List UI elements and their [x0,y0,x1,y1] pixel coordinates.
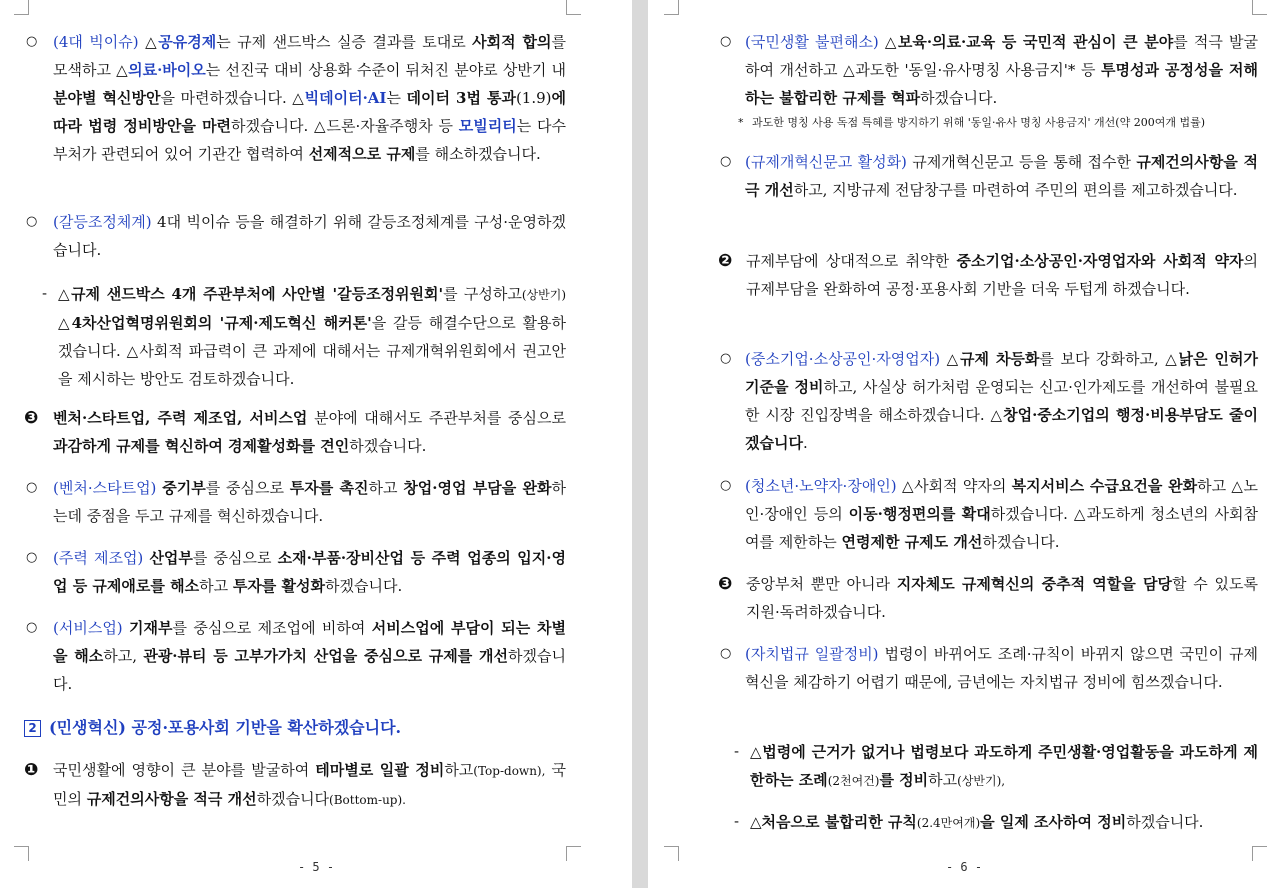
dash-bullet: - [734,814,740,830]
dash-paragraph [734,808,1258,837]
crop-mark [1252,0,1267,15]
text-run: 는 선진국 대비 상용화 수준이 뒤처진 분야로 상반기 내 [205,61,566,79]
text-run: 벤처·스타트업, 주력 제조업, 서비스업 [53,409,308,427]
numbered-paragraph [24,756,566,814]
text-run: 는 규제 샌드박스 실증 결과를 토대로 [216,33,473,51]
document-page-5 [0,0,632,888]
page-number: - 5 - [297,860,335,874]
text-run: 4차산업혁명위원회의 '규제·제도혁신 해커톤' [71,314,372,332]
paragraph-text [745,640,1258,696]
text-run: 할 수 있도록 지원·독려하겠습니다. [746,575,1258,621]
text-run: (자치법규 일괄정비) [745,645,879,663]
section-number-box: 2 [24,720,41,737]
circle-bullet: ○ [26,550,38,565]
crop-mark [566,0,581,15]
text-run: 지자체도 규제혁신의 중추적 역할을 담당 [896,575,1172,593]
text-run: 연령제한 규제도 개선 [841,533,983,551]
paragraph-text [58,280,566,393]
numbered-paragraph [718,570,1258,626]
numbered-bullet: ❸ [718,574,733,594]
text-run: 를 구성하고 [443,285,522,303]
text-run: △ [58,285,72,303]
text-run: 투명성과 공정성을 저해하는 불합리한 규제를 혁파 [745,61,1258,107]
paragraph-text [745,28,1258,112]
paragraph-text [53,614,566,698]
numbered-bullet: ❶ [24,760,39,780]
circle-bullet: ○ [26,214,38,229]
circle-bullet: ○ [26,620,38,635]
text-run: 서비스업에 부담이 되는 차별을 해소 [53,619,566,665]
text-run: 처음으로 불합리한 규칙 [761,813,917,831]
crop-mark [566,846,581,861]
text-run: 이동·행정편의를 확대 [848,505,991,523]
text-run: 를 해소하겠습니다. [415,145,541,163]
crop-mark [664,846,679,861]
text-run: (상반기) [521,288,566,302]
text-run: 공유경제 [158,33,217,51]
text-run: 선제적으로 규제 [308,145,416,163]
text-run: 낡은 인허가 기준을 정비 [745,350,1258,396]
paragraph-text [53,28,566,168]
text-run: 4대 빅이슈 등을 해결하기 위해 갈등조정체계를 구성·운영하겠습니다. [53,213,566,259]
text-run: 소재·부품·장비산업 등 주력 업종의 입지·영업 등 규제애로를 해소 [53,549,566,595]
paragraph-text [53,404,566,460]
text-run: 창업·영업 부담을 완화 [403,479,552,497]
text-run: 의 규제부담을 완화하여 공정·포용사회 기반을 더욱 두텁게 하겠습니다. [746,252,1258,298]
text-run: 를 보다 강화하고, △ [1039,350,1179,368]
text-run: (2천여건) [827,774,880,788]
paragraph-text [53,474,566,530]
circle-bullet: ○ [26,480,38,495]
text-run: (규제개혁신문고 활성화) [745,153,907,171]
crop-mark [14,846,29,861]
bullet-paragraph [26,614,566,698]
dash-paragraph [734,738,1258,795]
text-run: 하겠습니다. [349,437,427,455]
text-run: 에 따라 법령 정비방안을 마련 [53,89,566,135]
numbered-paragraph [24,404,566,460]
text-run: 하고, 사실상 허가처럼 운영되는 신고·인가제도를 개선하여 불필요한 시장 진입장벽을 해소하겠습니다. △ [745,378,1258,424]
paragraph-text [746,570,1258,626]
text-run: (주력 제조업) [53,549,144,567]
text-run: 기재부 [129,619,173,637]
text-run: 하겠습니다 [256,790,330,808]
text-run: 하고 [928,771,958,789]
bullet-paragraph [720,28,1258,112]
dash-bullet: - [734,744,740,760]
text-run: 하겠습니다. [982,533,1060,551]
bullet-paragraph [26,208,566,264]
text-run: 하겠습니다. △드론·자율주행차 등 [231,117,459,135]
section-heading [24,714,566,742]
text-run: 하겠습니다. [920,89,998,107]
paragraph-text [745,345,1258,457]
circle-bullet: ○ [720,478,732,493]
text-run: 을 일제 조사하여 정비 [980,813,1127,831]
text-run: △ [750,743,763,761]
document-page-6 [648,0,1280,888]
text-run: 투자를 촉진 [289,479,369,497]
text-run: 를 모색하고 △ [53,33,566,79]
paragraph-text [53,756,566,814]
text-run: 를 중심으로 [205,479,290,497]
text-run: 창업·중소기업의 행정·비용부담도 줄이겠습니다 [745,406,1258,452]
text-run: △ [58,314,72,332]
text-run: 법령이 바뀌어도 조례·규칙이 바뀌지 않으면 국민이 규제혁신을 체감하기 어렵기 때문에, 금년에는 자치법규 정비에 힘쓰겠습니다. [745,645,1258,691]
text-run: 를 정비 [879,771,929,789]
circle-bullet: ○ [720,646,732,661]
text-run: 과감하게 규제를 혁신하여 경제활성화를 견인 [53,437,350,455]
text-run: 산업부 [149,549,193,567]
dash-bullet: - [42,286,48,302]
bullet-paragraph [26,28,566,168]
text-run: 분야별 혁신방안 [53,89,161,107]
text-run: 과도한 명칭 사용 독점 특혜를 방지하기 위해 '동일·유사 명칭 사용금지' 개선(약 200여개 법률) [752,116,1205,129]
text-run: 하는데 중점을 두고 규제를 혁신하겠습니다. [53,479,566,525]
paragraph-text [53,544,566,600]
text-run: (2.4만여개) [916,816,981,830]
text-run: (1.9) [515,89,552,107]
text-run: 하고 [199,577,233,595]
text-run: △ [940,350,960,368]
text-run: 중소기업·소상공인·자영업자와 사회적 약자 [956,252,1244,270]
text-run: 분야에 대해서도 주관부처를 중심으로 [307,409,567,427]
circle-bullet: ○ [26,34,38,49]
bullet-paragraph [720,345,1258,457]
text-run: 하고, [103,647,144,665]
crop-mark [664,0,679,15]
text-run: (Top-down), [473,764,546,778]
footnote-text [752,114,1258,132]
text-run: (4대 빅이슈) [53,33,139,51]
paragraph-text [750,808,1258,837]
bullet-paragraph [720,472,1258,556]
text-run: 규제부담에 상대적으로 취약한 [746,252,957,270]
text-run: 하겠습니다. [325,577,403,595]
text-run: (상반기), [957,774,1006,788]
text-run: 규제건의사항을 적극 개선 [745,153,1259,199]
numbered-paragraph [718,247,1258,303]
text-run: 법령에 근거가 없거나 법령보다 과도하게 주민생활·영업활동을 과도하게 제한하는 조례 [750,743,1258,789]
text-run: 는 다수부처가 관련되어 있어 기관간 협력하여 [53,117,566,163]
circle-bullet: ○ [720,154,732,169]
text-run: 하고 △노인·장애인 등의 [745,477,1259,523]
text-run: 관광·뷰티 등 고부가가치 산업을 중심으로 규제를 개선 [143,647,509,665]
text-run: 빅데이터·AI [304,89,387,107]
page-divider [632,0,648,888]
asterisk-marker: * [738,116,744,129]
bullet-paragraph [26,544,566,600]
text-run: 하고 [368,479,404,497]
text-run: 규제건의사항을 적극 개선 [86,790,257,808]
circle-bullet: ○ [720,351,732,366]
text-run: 복지서비스 수급요건을 완화 [1011,477,1198,495]
text-run: (서비스업) [53,619,123,637]
text-run: (국민생활 불편해소) [745,33,879,51]
text-run: 의료·바이오 [128,61,206,79]
bullet-paragraph [26,474,566,530]
bullet-paragraph [720,640,1258,696]
numbered-bullet: ❷ [718,251,733,271]
text-run: △ [138,33,159,51]
text-run: 하겠습니다. [1126,813,1204,831]
text-run: 데이터 3법 통과 [406,89,516,107]
text-run: 국민생활에 영향이 큰 분야를 발굴하여 [53,761,316,779]
text-run: △사회적 약자의 [896,477,1012,495]
text-run: 는 [386,89,407,107]
section-heading-text [49,714,566,742]
text-run: (청소년·노약자·장애인) [745,477,897,495]
text-run: 중앙부처 뿐만 아니라 [746,575,897,593]
text-run: (민생혁신) 공정·포용사회 기반을 확산하겠습니다. [49,718,402,737]
text-run: 를 적극 발굴하여 개선하고 △과도한 '동일·유사명칭 사용금지'* 등 [745,33,1258,79]
text-run: (갈등조정체계) [53,213,152,231]
page-number: - 6 - [945,860,983,874]
text-run: (Bottom-up). [329,793,406,807]
text-run: 을 갈등 해결수단으로 활용하겠습니다. △사회적 파급력이 큰 과제에 대해서는 규제개혁위원회에서 권고안을 제시하는 방안도 검토하겠습니다. [58,314,566,388]
bullet-paragraph [720,148,1258,204]
paragraph-text [53,208,566,264]
paragraph-text [745,148,1258,204]
text-run: . [802,434,808,452]
text-run: 를 중심으로 제조업에 비하여 [172,619,372,637]
text-run: 하겠습니다. [53,647,566,693]
crop-mark [1252,846,1267,861]
text-run: 테마별로 일괄 정비 [315,761,445,779]
paragraph-text [750,738,1258,795]
footnote [738,114,1258,132]
text-run: (벤처·스타트업) [53,479,157,497]
text-run: 규제개혁신문고 등을 통해 접수한 [906,153,1137,171]
text-run: 규제 차등화 [959,350,1040,368]
text-run: △ [750,813,762,831]
text-run: △ [878,33,898,51]
text-run: (중소기업·소상공인·자영업자) [745,350,941,368]
numbered-bullet: ❸ [24,408,39,428]
text-run: 을 마련하겠습니다. △ [160,89,305,107]
text-run: 를 중심으로 [192,549,278,567]
text-run: 하겠습니다. △과도하게 청소년의 사회참여를 제한하는 [745,505,1258,551]
paragraph-text [745,472,1258,556]
text-run: 하고, 지방규제 전담창구를 마련하여 주민의 편의를 제고하겠습니다. [793,181,1238,199]
text-run: 국민의 [53,761,567,808]
dash-paragraph [42,280,566,393]
paragraph-text [746,247,1258,303]
crop-mark [14,0,29,15]
text-run: 규제 샌드박스 4개 주관부처에 사안별 '갈등조정위원회' [71,285,444,303]
text-run: 모빌리티 [458,117,517,135]
text-run: 보육·의료·교육 등 국민적 관심이 큰 분야 [897,33,1174,51]
text-run: 중기부 [162,479,206,497]
text-run: 투자를 활성화 [232,577,325,595]
circle-bullet: ○ [720,34,732,49]
text-run: 사회적 합의 [472,33,552,51]
text-run: 하고 [444,761,474,779]
